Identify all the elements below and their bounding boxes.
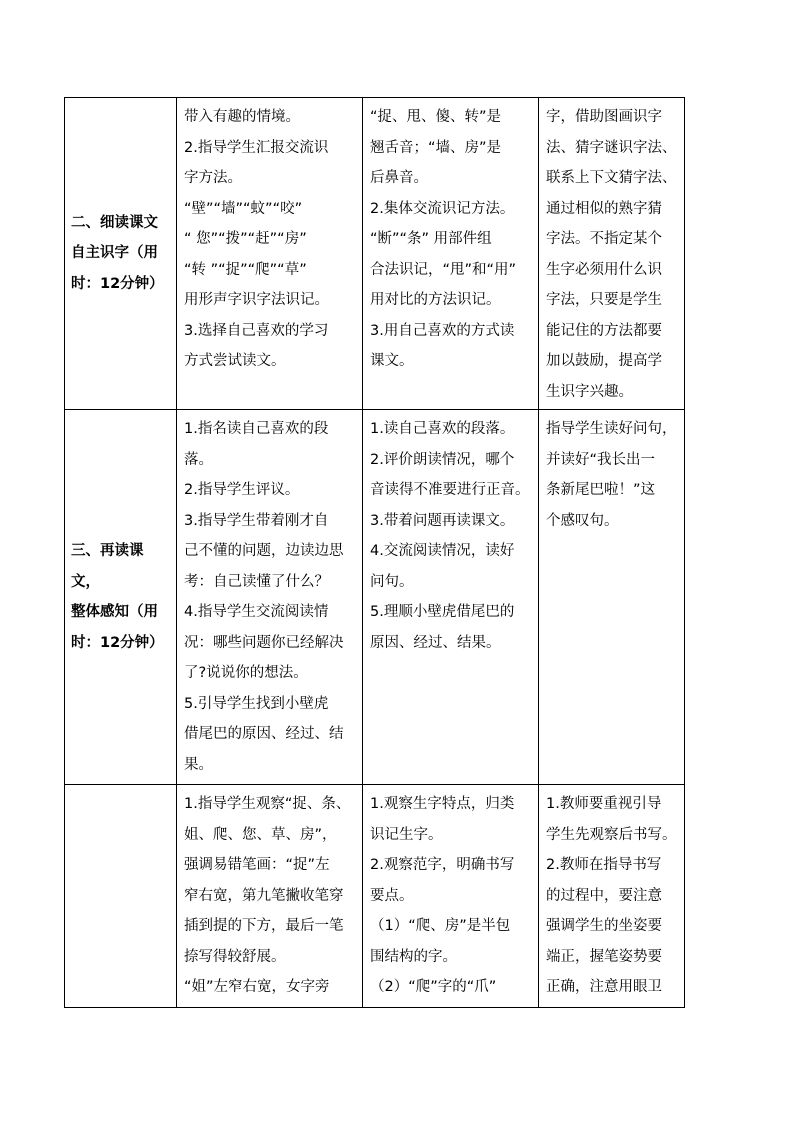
text-line: 插到提的下方，最后一笔 [184, 918, 344, 934]
text-line: 2.指导学生汇报交流识 [184, 139, 329, 156]
text-line: 带入有趣的情境。 [184, 109, 300, 125]
text-line: 字法，只要是学生 [546, 292, 662, 308]
text-line: 己不懂的问题，边读边思 [184, 543, 344, 559]
stage-cell [65, 98, 177, 410]
text-line: 条新尾巴啦！”这 [546, 482, 656, 498]
text-line: 要点。 [370, 887, 414, 904]
text-line: 2.观察范字，明确书写 [370, 857, 515, 873]
text-line: 围结构的字。 [370, 948, 457, 965]
text-line: 通过相似的熟字猜 [546, 200, 662, 217]
design-intent-cell [539, 785, 685, 1008]
text-line: 借尾巴的原因、经过、结 [184, 726, 344, 742]
text-line: 自主识字（用 [71, 245, 158, 262]
text-line: 个感叹句。 [546, 512, 619, 529]
teacher-activity-cell [177, 98, 363, 410]
text-line: 翘舌音；“墙、房”是 [370, 139, 502, 156]
text-line: 联系上下文猜字法、 [546, 170, 677, 186]
text-line: 落。 [184, 451, 213, 468]
text-line: “姐”左窄右宽，女字旁 [184, 979, 330, 995]
table-row [65, 410, 685, 785]
text-line: 2.指导学生评议。 [184, 482, 300, 498]
text-line: 用对比的方法识记。 [370, 292, 501, 308]
text-line: 姐、爬、您、草、房”， [184, 826, 337, 843]
text-line: 1.指导学生观察“捉、条、 [184, 796, 351, 812]
text-line: 三、再读课文， [71, 543, 144, 590]
text-line: 1.读自己喜欢的段落。 [370, 421, 515, 437]
text-line: 法、猜字谜识字法、 [546, 139, 677, 156]
text-line: 音读得不准要进行正音。 [370, 482, 530, 498]
text-line: 生识字兴趣。 [546, 383, 633, 400]
table-body [65, 98, 685, 1008]
text-line: 2.集体交流识记方法。 [370, 200, 515, 217]
stage-cell [65, 410, 177, 785]
text-line: 捺写得较舒展。 [184, 948, 286, 965]
text-line: 4.指导学生交流阅读情 [184, 604, 329, 620]
text-line: 时：12分钟） [71, 275, 164, 292]
text-line: 1.教师要重视引导 [546, 796, 662, 812]
text-line: 识记生字。 [370, 826, 443, 843]
student-activity-cell [363, 410, 539, 785]
text-line: 时：12分钟） [71, 634, 164, 651]
lesson-plan-table [64, 97, 685, 1008]
text-line: 5.引导学生找到小壁虎 [184, 695, 329, 712]
text-line: 二、细读课文 [71, 214, 158, 231]
student-activity-cell [363, 785, 539, 1008]
text-line: “ 您”“拨”“赶”“房” [184, 231, 307, 247]
text-line: 2.教师在指导书写 [546, 857, 662, 873]
text-line: 窄右宽，第九笔撇收笔穿 [184, 887, 344, 904]
text-line: 1.指名读自己喜欢的段 [184, 421, 329, 437]
text-line: 原因、经过、结果。 [370, 634, 501, 651]
design-intent-cell [539, 98, 685, 410]
text-line: 字，借助图画识字 [546, 109, 662, 125]
table-row [65, 785, 685, 1008]
text-line: （1）“爬、房”是半包 [370, 918, 511, 934]
text-line: 方式尝试读文。 [184, 353, 286, 369]
text-line: 况：哪些问题你已经解决 [184, 634, 344, 651]
text-line: 端正，握笔姿势要 [546, 948, 662, 965]
text-line: 后鼻音。 [370, 170, 428, 186]
text-line: 用形声字识字法识记。 [184, 292, 329, 308]
text-line: 考：自己读懂了什么？ [184, 573, 329, 590]
text-line: “断”“条” 用部件组 [370, 231, 492, 247]
text-line: 了?说说你的想法。 [184, 665, 308, 681]
text-line: 3.选择自己喜欢的学习 [184, 322, 329, 339]
text-line: 强调易错笔画：“捉”左 [184, 857, 330, 873]
design-intent-cell [539, 410, 685, 785]
text-line: 问句。 [370, 573, 414, 590]
text-line: 果。 [184, 756, 213, 773]
text-line: 2.评价朗读情况，哪个 [370, 451, 515, 468]
text-line: 学生先观察后书写。 [546, 826, 677, 843]
text-line: 整体感知（用 [71, 604, 158, 620]
student-activity-cell [363, 98, 539, 410]
text-line: 5.理顺小壁虎借尾巴的 [370, 604, 515, 620]
text-line: 加以鼓励，提高学 [546, 353, 662, 369]
text-line: 合法识记，“甩”和“用” [370, 261, 517, 278]
text-line: 强调学生的坐姿要 [546, 918, 662, 934]
text-line: “捉、甩、傻、转”是 [370, 109, 502, 125]
text-line: 3.带着问题再读课文。 [370, 512, 515, 529]
text-line: 字方法。 [184, 170, 242, 186]
text-line: 课文。 [370, 353, 414, 369]
text-line: 3.指导学生带着刚才自 [184, 512, 329, 529]
teacher-activity-cell [177, 785, 363, 1008]
text-line: 的过程中，要注意 [546, 887, 662, 904]
text-line: “转 ”“捉”“爬”“草” [184, 261, 307, 278]
text-line: 指导学生读好问句， [546, 421, 677, 437]
stage-cell [65, 785, 177, 1008]
text-line: 4.交流阅读情况，读好 [370, 543, 515, 559]
text-line: 3.用自己喜欢的方式读 [370, 322, 515, 339]
text-line: “壁”“墙”“蚊”“咬” [184, 200, 303, 217]
text-line: 能记住的方法都要 [546, 322, 662, 339]
teacher-activity-cell [177, 410, 363, 785]
text-line: 并读好“我长出一 [546, 451, 656, 468]
text-line: 字法。不指定某个 [546, 231, 662, 247]
text-line: 正确，注意用眼卫 [546, 979, 662, 995]
text-line: 生字必须用什么识 [546, 261, 662, 278]
table-row [65, 98, 685, 410]
text-line: 1.观察生字特点，归类 [370, 796, 515, 812]
text-line: （2）“爬”字的“爪” [370, 979, 497, 995]
